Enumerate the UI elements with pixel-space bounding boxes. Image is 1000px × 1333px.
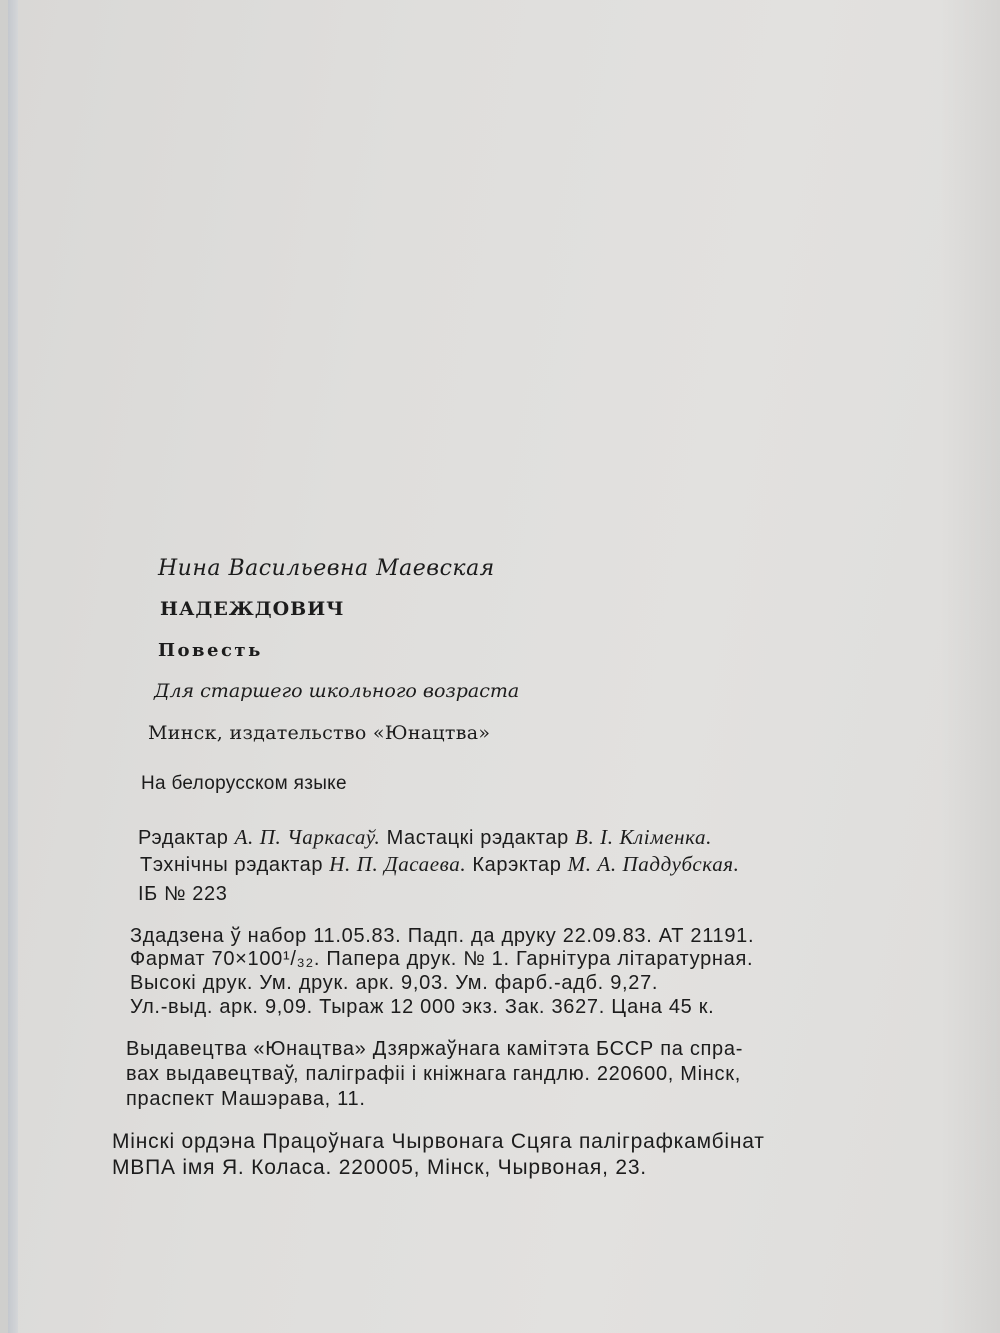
proofreader-label: Карэктар: [472, 854, 562, 876]
page-edge: [8, 0, 18, 1333]
book-genre: Повесть: [158, 640, 263, 661]
publisher-info-line: Выдавецтва «Юнацтва» Дзяржаўнага камітэта БССР па спра-: [126, 1038, 744, 1060]
page-shadow: [940, 0, 1000, 1333]
editor-name: А. П. Чаркасаў.: [234, 825, 381, 849]
printer-info-line: МВПА імя Я. Коласа. 220005, Мінск, Чырвоная, 23.: [112, 1156, 647, 1179]
tech-details-line: Ул.-выд. арк. 9,09. Тыраж 12 000 экз. Зак. 3627. Цана 45 к.: [130, 996, 715, 1018]
art-editor-name: В. І. Кліменка.: [575, 825, 712, 849]
publisher-info-line: праспект Машэрава, 11.: [126, 1088, 366, 1110]
proofreader-name: М. А. Паддубская.: [567, 852, 740, 876]
tech-editor-name: Н. П. Дасаева.: [329, 852, 467, 876]
tech-details-line: Высокі друк. Ум. друк. арк. 9,03. Ум. фарб.-адб. 9,27.: [130, 972, 659, 994]
language-note: На белорусском языке: [141, 773, 347, 794]
printer-info-line: Мінскі ордэна Працоўнага Чырвонага Сцяга паліграфкамбінат: [112, 1130, 765, 1153]
tech-details-line: Фармат 70×100¹/₃₂. Папера друк. № 1. Гарнітура літаратурная.: [130, 948, 754, 970]
ib-number: ІБ № 223: [138, 883, 228, 905]
publisher-info-line: вах выдавецтваў, паліграфіі і кніжнага гандлю. 220600, Мінск,: [126, 1063, 741, 1085]
editors-line-1: [138, 825, 712, 850]
editors-line-2: [140, 852, 740, 877]
author-name: Нина Васильевна Маевская: [158, 556, 495, 581]
tech-details-line: Здадзена ў набор 11.05.83. Падп. да друку 22.09.83. АТ 21191.: [130, 925, 755, 947]
editor-label: Рэдактар: [138, 827, 229, 849]
book-title: НАДЕЖДОВИЧ: [160, 598, 345, 620]
tech-editor-label: Тэхнічны рэдактар: [140, 854, 324, 876]
target-audience: Для старшего школьного возраста: [154, 680, 520, 702]
book-page: [8, 0, 1000, 1333]
art-editor-label: Мастацкі рэдактар: [386, 827, 569, 849]
publisher-line: Минск, издательство «Юнацтва»: [148, 722, 491, 744]
